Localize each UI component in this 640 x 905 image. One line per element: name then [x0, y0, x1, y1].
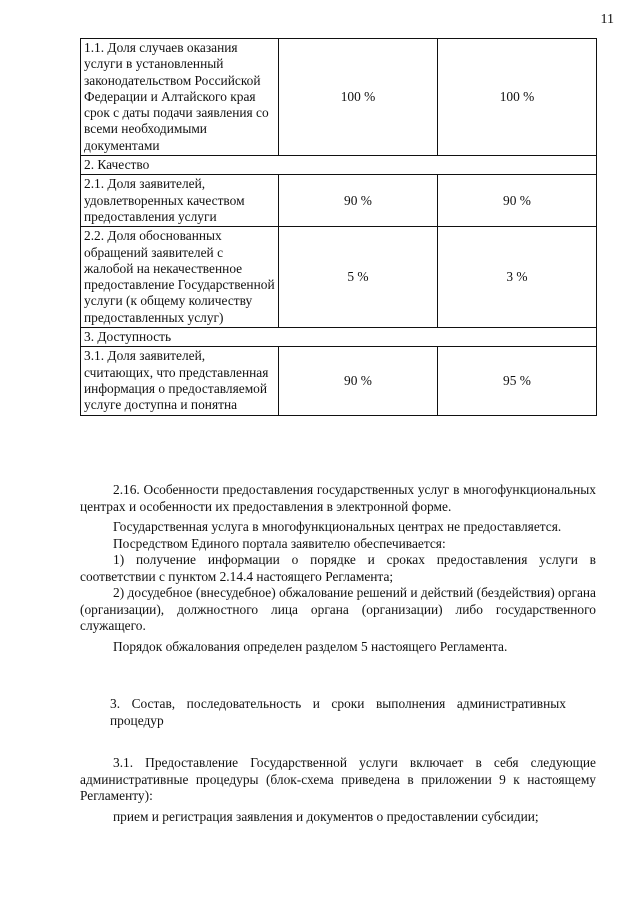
- indicator-value: 100 %: [438, 39, 597, 156]
- indicator-label: 3.1. Доля заявителей, считающих, что представленная информация о предоставляемой услуге доступна и понятна: [81, 347, 279, 415]
- table-row: [81, 175, 597, 227]
- indicator-value: 3 %: [438, 227, 597, 328]
- page-number: 11: [600, 12, 614, 27]
- table-row: [81, 227, 597, 328]
- indicator-value: 90 %: [279, 347, 438, 415]
- table-row: [81, 39, 597, 156]
- indicator-value: 5 %: [279, 227, 438, 328]
- indicator-value: 95 %: [438, 347, 597, 415]
- paragraph-2-16: 2.16. Особенности предоставления государственных услуг в многофункциональных центрах и особенности их предоставления в электронной форме.: [80, 482, 596, 514]
- section-label: 2. Качество: [81, 156, 597, 175]
- table-section-row: [81, 328, 597, 347]
- indicator-label: 1.1. Доля случаев оказания услуги в установленный законодательством Российской Федерации и Алтайского края срок с даты подачи заявления со всеми необходимыми документами: [81, 39, 279, 156]
- table-section-row: [81, 156, 597, 175]
- indicator-value: 90 %: [279, 175, 438, 227]
- indicator-label: 2.1. Доля заявителей, удовлетворенных качеством предоставления услуги: [81, 175, 279, 227]
- section-label: 3. Доступность: [81, 328, 597, 347]
- indicator-value: 90 %: [438, 175, 597, 227]
- indicator-label: 2.2. Доля обоснованных обращений заявителей с жалобой на некачественное предоставление Государственной услуги (к общему количеству предоставленных услуг): [81, 227, 279, 328]
- paragraph-portal-item-2: 2) досудебное (внесудебное) обжалование решений и действий (бездействия) органа (организации), должностного лица органа (организации) либо государственного служащего.: [80, 585, 596, 633]
- paragraph-appeal: Порядок обжалования определен разделом 5 настоящего Регламента.: [113, 638, 508, 654]
- section-heading: 3. Состав, последовательность и сроки выполнения административных процедур: [110, 696, 566, 728]
- paragraph-portal-intro: Посредством Единого портала заявителю обеспечивается:: [113, 535, 446, 551]
- table-row: [81, 347, 597, 415]
- paragraph-3-1: 3.1. Предоставление Государственной услуги включает в себя следующие административные процедуры (блок-схема приведена в приложении 9 к настоящему Регламенту):: [80, 755, 596, 803]
- indicator-value: 100 %: [279, 39, 438, 156]
- paragraph-procedure-1: прием и регистрация заявления и документов о предоставлении субсидии;: [113, 808, 539, 824]
- document-body: [80, 482, 596, 825]
- paragraph-mfc: Государственная услуга в многофункциональных центрах не предоставляется.: [113, 519, 562, 534]
- indicators-table: [80, 38, 597, 416]
- paragraph-portal-item-1: 1) получение информации о порядке и сроках предоставления услуги в соответствии с пунктом 2.14.4 настоящего Регламента;: [80, 552, 596, 584]
